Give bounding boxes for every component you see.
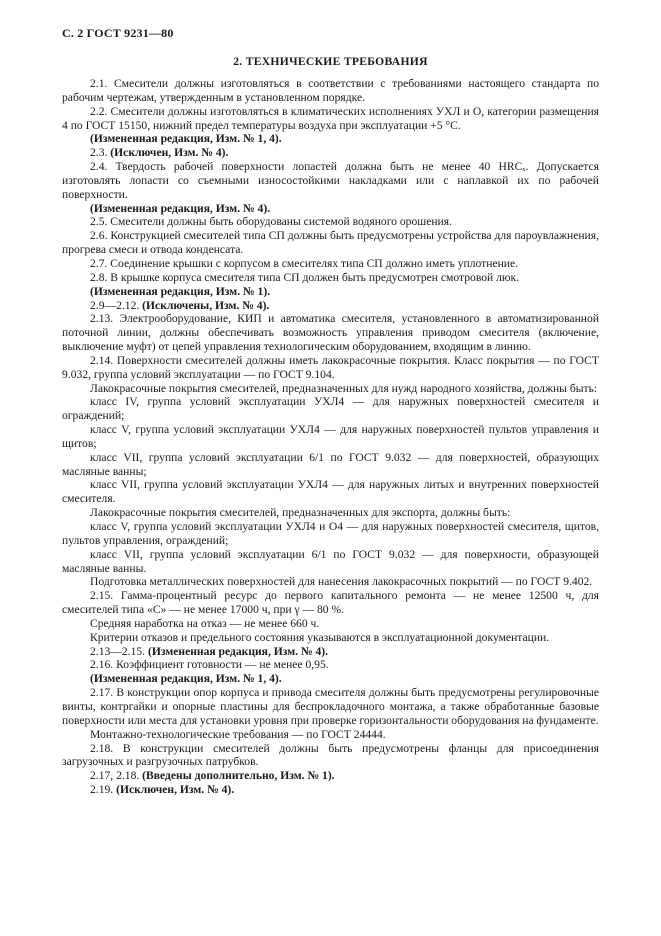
- paragraph-text: 2.5. Смесители должны быть оборудованы системой водяного орошения.: [90, 215, 452, 229]
- paragraph: [62, 77, 599, 105]
- paragraph: [62, 202, 599, 216]
- amendment-note: (Измененная редакция, Изм. № 4).: [147, 644, 329, 658]
- paragraph-text: класс VII, группа условий эксплуатации 6/1 по ГОСТ 9.032 — для поверхности, образующей масляные ванны.: [62, 547, 599, 575]
- paragraph-text: 2.6. Конструкцией смесителей типа СП должны быть предусмотрены устройства для пароувлажнения, прогрева смеси и отвода конденсата.: [62, 229, 599, 257]
- paragraph-text: Подготовка металлических поверхностей для нанесения лакокрасочных покрытий — по ГОСТ 9.402.: [90, 575, 593, 589]
- amendment-note: (Измененная редакция, Изм. № 1).: [90, 284, 271, 298]
- paragraph: [62, 132, 599, 146]
- paragraph: [62, 271, 599, 285]
- amendment-note: (Измененная редакция, Изм. № 1, 4).: [90, 672, 282, 686]
- paragraph-text: 2.13—2.15.: [90, 644, 148, 658]
- paragraph-text: класс VII, группа условий эксплуатации УХЛ4 — для наружных литых и внутренних поверхностей смесителя.: [62, 478, 599, 506]
- paragraph-text: 2.2. Смесители должны изготовляться в климатических исполнениях УХЛ и О, категории размещения 4 по ГОСТ 15150, нижний предел температуры воздуха при эксплуатации +5 °С.: [62, 104, 599, 132]
- paragraph-text: 2.17, 2.18.: [90, 769, 143, 783]
- paragraph: [62, 395, 599, 423]
- paragraph: [62, 728, 599, 742]
- paragraph: [62, 783, 599, 797]
- paragraph: [62, 769, 599, 783]
- paragraph: [62, 423, 599, 451]
- paragraph-text: Средняя наработка на отказ — не менее 660 ч.: [90, 616, 320, 630]
- paragraph: [62, 672, 599, 686]
- paragraph: [62, 506, 599, 520]
- paragraph-text: 2.18. В конструкции смесителей должны быть предусмотрены фланцы для присоединения загрузочных и разгрузочных патрубков.: [62, 741, 599, 769]
- paragraph: [62, 631, 599, 645]
- paragraph-text: класс IV, группа условий эксплуатации УХЛ4 — для наружных поверхностей смесителя и ограждений;: [62, 395, 599, 423]
- paragraph-text: 2.4. Твердость рабочей поверхности лопастей должна быть не менее 40 HRCₓ. Допускается изготовлять лопасти со съемными износостойкими накладками или с наплавкой их по рабочей поверхности.: [62, 160, 599, 201]
- paragraph-text: 2.1. Смесители должны изготовляться в соответствии с требованиями настоящего стандарта по рабочим чертежам, утвержденным в установленном порядке.: [62, 77, 599, 104]
- paragraph: [62, 257, 599, 271]
- paragraph-text: 2.16. Коэффициент готовности — не менее 0,95.: [90, 658, 329, 672]
- section-title: 2. ТЕХНИЧЕСКИЕ ТРЕБОВАНИЯ: [233, 55, 428, 68]
- paragraph: [62, 548, 599, 576]
- amendment-note: (Исключен, Изм. № 4).: [116, 783, 235, 797]
- paragraph: [62, 215, 599, 229]
- document-body: [62, 77, 599, 797]
- paragraph-text: 2.19.: [90, 783, 117, 797]
- paragraph: [62, 229, 599, 257]
- paragraph: [62, 160, 599, 202]
- amendment-note: (Измененная редакция, Изм. № 4).: [90, 201, 271, 215]
- page-header: С. 2 ГОСТ 9231—80: [62, 26, 174, 40]
- paragraph-text: 2.15. Гамма-процентный ресурс до первого капитального ремонта — не менее 12500 ч, для смесителей типа «С» — не менее 17000 ч, при γ — 80 %.: [62, 589, 599, 617]
- paragraph-text: 2.13. Электрооборудование, КИП и автоматика смесителя, установленного в автоматизированной поточной линии, должны обеспечивать возможность управления приводом смесителя (включение, выключение муфт) от цепей управления технологическим оборудованием, входящим в линию.: [62, 312, 599, 354]
- paragraph-text: 2.8. В крышке корпуса смесителя типа СП должен быть предусмотрен смотровой люк.: [90, 270, 520, 284]
- paragraph: [62, 575, 599, 589]
- paragraph: [62, 589, 599, 617]
- paragraph: [62, 285, 599, 299]
- paragraph-text: класс V, группа условий эксплуатации УХЛ4 — для наружных поверхностей пультов управления и щитов;: [62, 423, 599, 450]
- amendment-note: (Исключен, Изм. № 4).: [110, 146, 229, 160]
- paragraph: [62, 105, 599, 133]
- paragraph-text: 2.17. В конструкции опор корпуса и привода смесителя должны быть предусмотрены регулировочные винты, контргайки и опорные пластины для беспрокладочного монтажа, а также обработанные базовые поверхности или места для установки уровня при проверке горизонтальности оборудования на фундаменте.: [62, 686, 599, 727]
- paragraph: [62, 658, 599, 672]
- paragraph-text: Лакокрасочные покрытия смесителей, предназначенных для нужд народного хозяйства, должны быть:: [90, 381, 598, 395]
- paragraph-text: Монтажно-технологические требования — по ГОСТ 24444.: [90, 727, 386, 741]
- paragraph: [62, 354, 599, 382]
- paragraph: [62, 645, 599, 659]
- paragraph-text: 2.14. Поверхности смесителей должны иметь лакокрасочные покрытия. Класс покрытия — по ГОСТ 9.032, группа условий эксплуатации — по ГОСТ 9.104.: [62, 353, 599, 381]
- paragraph-text: класс V, группа условий эксплуатации УХЛ4 и О4 — для наружных поверхностей смесителя, щитов, пультов управления, ограждений;: [62, 520, 599, 547]
- amendment-note: (Исключены, Изм. № 4).: [142, 298, 270, 312]
- paragraph-text: класс VII, группа условий эксплуатации 6/1 по ГОСТ 9.032 — для поверхностей, образующих масляные ванны;: [62, 450, 599, 478]
- amendment-note: (Измененная редакция, Изм. № 1, 4).: [90, 132, 282, 146]
- paragraph-text: Лакокрасочные покрытия смесителей, предназначенных для экспорта, должны быть:: [90, 506, 511, 520]
- paragraph: [62, 742, 599, 770]
- paragraph: [62, 146, 599, 160]
- paragraph: [62, 312, 599, 354]
- paragraph: [62, 299, 599, 313]
- paragraph-text: 2.3.: [90, 146, 111, 160]
- paragraph-text: Критерии отказов и предельного состояния указываются в эксплуатационной документации.: [90, 630, 550, 644]
- paragraph: [62, 686, 599, 728]
- paragraph: [62, 382, 599, 396]
- amendment-note: (Введены дополнительно, Изм. № 1).: [142, 769, 335, 783]
- paragraph: [62, 617, 599, 631]
- paragraph: [62, 520, 599, 548]
- paragraph-text: 2.7. Соединение крышки с корпусом в смесителях типа СП должно иметь уплотнение.: [90, 256, 519, 270]
- paragraph: [62, 451, 599, 479]
- paragraph: [62, 478, 599, 506]
- paragraph-text: 2.9—2.12.: [90, 298, 143, 312]
